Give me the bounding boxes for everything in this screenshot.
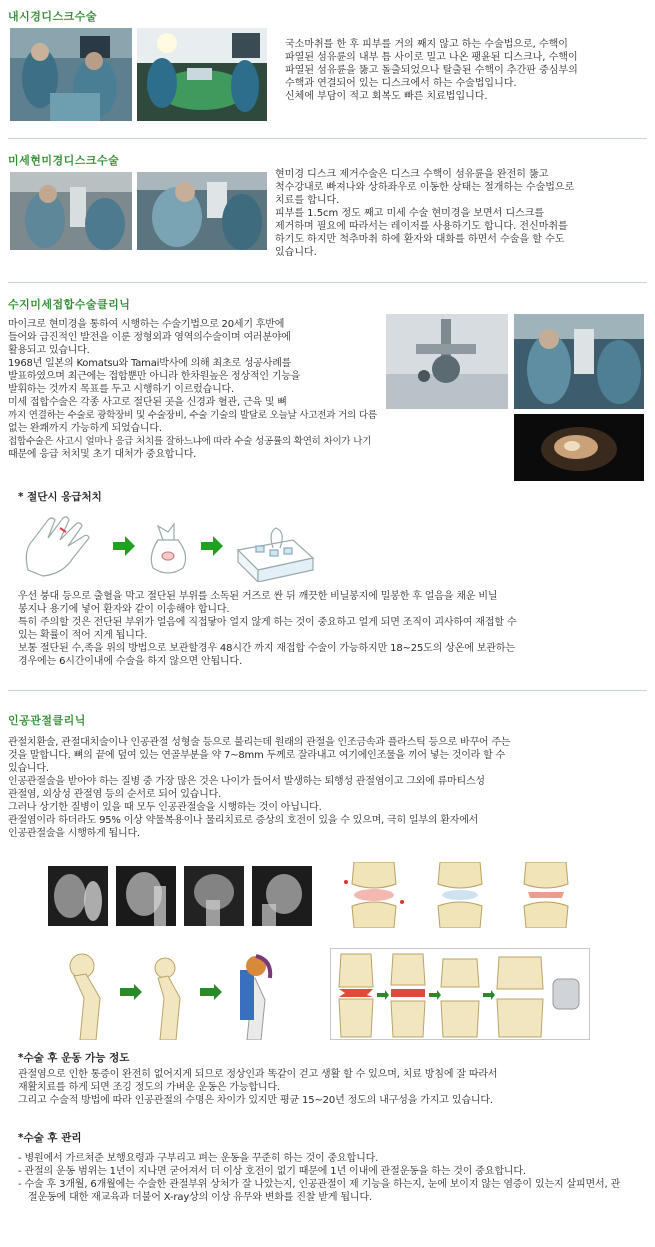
joint-line-7: 관절염이라 하더라도 95% 이상 약물복용이나 물리치료로 증상의 호전이 있을 수 있으며, 극히 일부의 환자에서 [8,815,479,826]
microscopic-line-2: 척수강내로 빠져나와 상하좌우로 이동한 상태는 절개하는 수술법으로 [275,182,575,193]
exercise-title: *수술 후 운동 가능 정도 [18,1052,130,1064]
joint-line-5: 관절염, 외상성 관절염 등의 순서로 되어 있습니다. [8,789,222,800]
first-aid-line-3: 특히 주의할 것은 전단된 부위가 얼음에 직접닿아 얼지 않게 하는 것이 중요하고 얼게 되면 조직이 괴사하여 재접할 수 [18,617,517,628]
endoscopic-line-3: 파열된 섬유륜을 뚫고 돌출되었으나 탈출된 수핵이 추간판 중심부의 [285,65,578,76]
first-aid-description [18,590,648,668]
endoscopic-line-2: 파열된 섬유륜의 내부 틈 사이로 밀고 나온 팽윤된 디스크나, 수핵이 [285,52,578,63]
microscopic-line-1: 현미경 디스크 제거수술은 디스크 수핵이 섬유륜을 완전히 뚫고 [275,169,549,180]
endoscopic-surgery-photo-2 [137,28,267,121]
replant-line-11: 때문에 응급 처치및 초기 대처가 중요합니다. [8,449,197,460]
exercise-line-1: 관절염으로 인한 통증이 완전히 없어지게 되므로 정상인과 똑같이 걷고 생활 할 수 있으며, 치료 방침에 잘 따라서 [18,1069,498,1080]
first-aid-illustration [18,510,318,582]
joint-line-3: 있습니다. [8,763,49,774]
list-item: - 관절의 운동 범위는 1년이 지나면 굳어져서 더 이상 호전이 없기 때문에 1년 이내에 관절운동을 하는 것이 중요합니다. [18,1165,628,1178]
arrow-right-icon [201,536,223,556]
microsurgery-closeup-photo [514,414,644,481]
microscopic-line-4: 피부를 1.5cm 정도 째고 미세 수술 현미경을 보면서 디스크를 [275,208,545,219]
section-title-joint: 인공관절클리닉 [8,714,86,727]
bag-icon [151,524,185,573]
microscopic-line-7: 있습니다. [275,247,317,258]
joint-line-6: 그러나 상기한 질병이 있을 때 모두 인공관절술을 시행하는 것이 아닙니다. [8,802,322,813]
replant-line-1: 마이크로 현미경을 통하여 시행하는 수술기법으로 20세기 후반에 [8,319,285,330]
replant-line-10: 접합수술은 사고시 얼마나 응급 처치를 잘하느냐에 따라 수술 성공률의 확연히 차이가 나기 [8,436,372,447]
microscopic-line-3: 치료를 합니다. [275,195,340,206]
replant-line-8: 까지 연결하는 수술로 광학장비 및 수술장비, 수술 기술의 발달로 오늘날 사고전과 거의 다름 [8,410,377,421]
replant-line-5: 발표하였으며 최근에는 접합뿐만 아니라 한차원높은 정상적인 기능을 [8,371,301,382]
hand-icon [26,517,89,576]
microscopic-surgery-photo-1 [10,172,132,250]
microscopic-description [275,168,645,259]
joint-line-8: 인공관절술을 시행하게 됩니다. [8,828,140,839]
microsurgery-photo [514,314,644,409]
exercise-description [18,1068,648,1107]
replant-line-7: 미세 접합수술은 각종 사고로 절단된 곳을 신경과 혈관, 근육 및 뼈 [8,397,287,408]
knee-diagram-3 [506,862,586,928]
section-title-replant: 수지미세접합수술클리닉 [8,298,131,311]
knee-diagram-2 [420,862,500,928]
divider [8,690,647,691]
replant-line-6: 발휘하는 것까지 목표를 두고 시행하기 이르렀습니다. [8,384,234,395]
endoscopic-surgery-photo-1 [10,28,132,121]
list-item: - 병원에서 가르쳐준 보행요령과 구부리고 펴는 운동을 꾸준히 하는 것이 중요합니다. [18,1152,628,1165]
list-item: - 수술 후 3개월, 6개월에는 수술한 관절부위 상처가 잘 나았는지, 인공관절이 제 기능을 하는지, 눈에 보이지 않는 염증이 있는지 살피면서, 관절운동에 대한 재교육과 더불어 X-ray상의 이상 유무와 변화를 진찰 받게 됩니다. [18,1178,628,1204]
joint-description [8,736,648,840]
ice-box-icon [238,528,313,582]
first-aid-title: * 절단시 응급처치 [18,491,102,503]
exercise-line-3: 그리고 수술적 방법에 따라 인공관절의 수명은 차이가 있지만 평균 15~20년 정도의 내구성을 가지고 있습니다. [18,1095,493,1106]
section-title-microscopic: 미세현미경디스크수술 [8,154,120,167]
replant-line-9: 없는 완쾌까지 가능하게 되었습니다. [8,423,162,434]
divider [8,138,647,139]
joint-line-1: 관절치환술, 관절대치술이나 인공관절 성형술 등으로 불리는데 원래의 관절을 인조금속과 플라스틱 등으로 바꾸어 주는 [8,737,511,748]
xray-image-1 [48,866,108,926]
replant-line-2: 들어와 급진적인 발전을 이룬 정형외과 영역의수술이며 여러분야에 [8,332,291,343]
microscopic-surgery-photo-2 [137,172,267,250]
first-aid-line-6: 경우에는 6시간이내에 수술을 하지 않으면 안됩니다. [18,656,243,667]
exercise-line-2: 재활치료를 하게 되면 조깅 정도의 가벼운 운동은 가능합니다. [18,1082,280,1093]
section-title-endoscopic: 내시경디스크수술 [8,10,98,23]
replant-line-3: 활용되고 있습니다. [8,345,90,356]
joint-line-2: 것을 말합니다. 뼈의 끝에 덮여 있는 연골부분을 약 7~8mm 두께로 잘라내고 여기에인조물을 끼어 넣는 것이라 할 수 [8,750,506,761]
arrow-right-icon [113,536,135,556]
xray-image-3 [184,866,244,926]
endoscopic-description [285,38,645,103]
first-aid-line-4: 있는 확률이 적어 지게 됩니다. [18,630,148,641]
microscopic-line-6: 하기도 하지만 척추마취 하에 환자와 대화를 하면서 수술을 할 수도 [275,234,565,245]
first-aid-line-2: 봉지나 용기에 넣어 환자와 같이 이송해야 합니다. [18,604,230,615]
endoscopic-line-5: 신체에 부담이 적고 회복도 빠른 치료법입니다. [285,91,488,102]
xray-image-2 [116,866,176,926]
divider [8,282,647,283]
microscopic-line-5: 제거하며 필요에 따라서는 레이저를 사용하기도 합니다. 전신마취를 [275,221,568,232]
first-aid-line-5: 보통 절단된 수,족을 위의 방법으로 보관할경우 48시간 까지 재접합 수술이 가능하지만 18~25도의 상온에 보관하는 [18,643,515,654]
replant-line-4: 1968년 일본의 Komatsu와 Tamai박사에 의해 최초로 성공사례를 [8,358,292,369]
knee-replacement-diagram [330,948,590,1040]
first-aid-line-1: 우선 붕대 등으로 출혈을 막고 절단된 부위를 소독된 거즈로 싼 뒤 깨끗한 비닐봉지에 밀봉한 후 얼음을 채운 비닐 [18,591,498,602]
care-title: *수술 후 관리 [18,1132,82,1144]
hip-replacement-diagram [60,948,310,1040]
endoscopic-line-4: 수핵과 연결되어 있는 디스크에서 하는 수술법입니다. [285,78,517,89]
knee-diagram-1 [334,862,414,928]
care-list [18,1152,628,1204]
endoscopic-line-1: 국소마취를 한 후 피부를 거의 째지 않고 하는 수술법으로, 수핵이 [285,39,568,50]
xray-image-4 [252,866,312,926]
joint-line-4: 인공관절술을 받아야 하는 질병 중 가장 많은 것은 나이가 들어서 발생하는 퇴행성 관절염이고 그외에 류마티스성 [8,776,485,787]
microscope-photo [386,314,508,409]
